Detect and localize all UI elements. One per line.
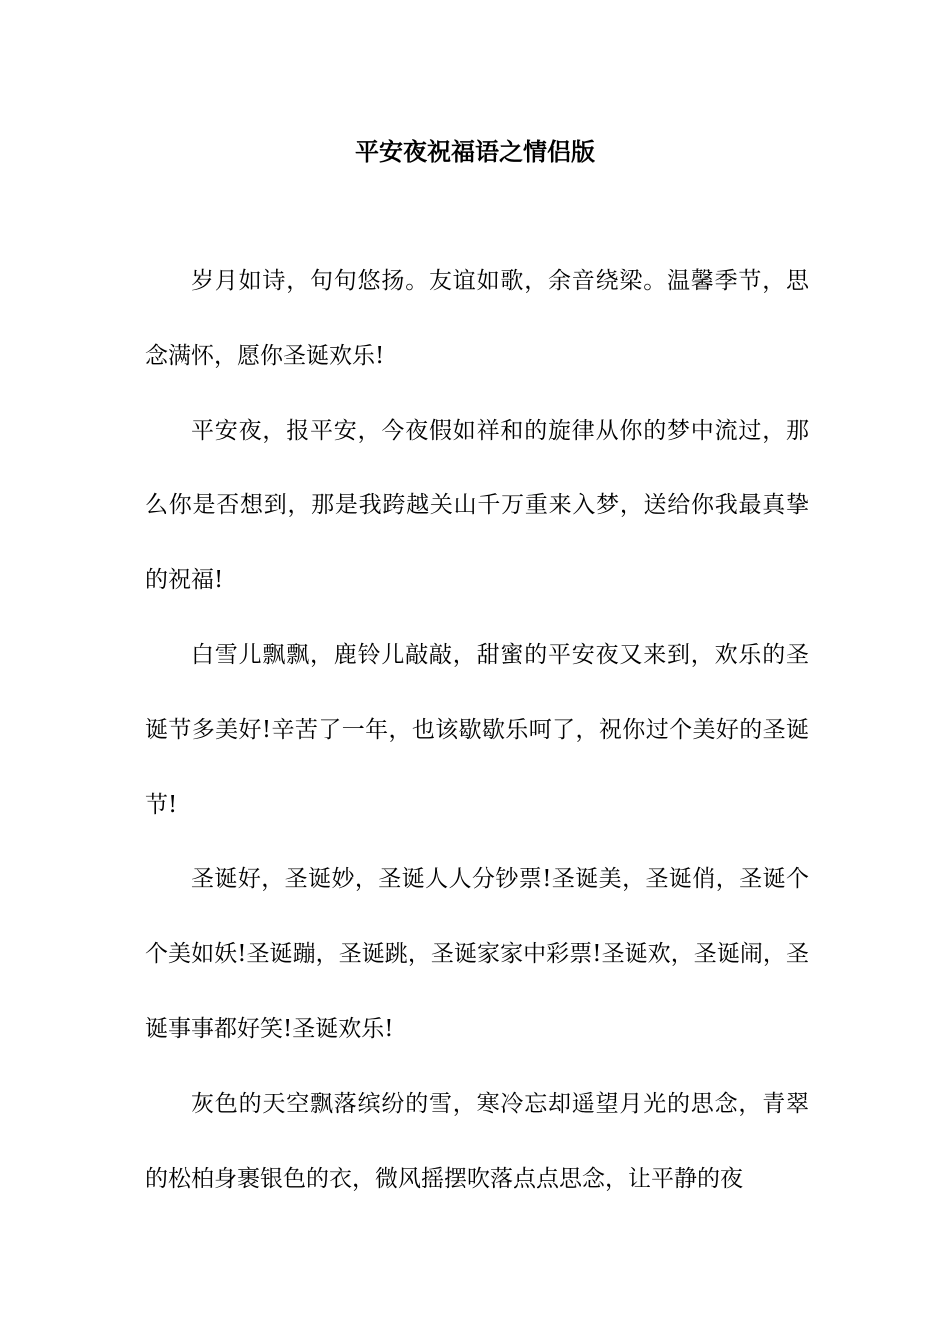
document-body <box>145 244 809 1216</box>
paragraph: 灰色的天空飘落缤纷的雪，寒冷忘却遥望月光的思念，青翠的松柏身裹银色的衣，微风摇摆吹落点点思念，让平静的夜 <box>145 1090 809 1192</box>
paragraph: 平安夜，报平安，今夜假如祥和的旋律从你的梦中流过，那么你是否想到，那是我跨越关山千万重来入梦，送给你我最真挚的祝福! <box>145 417 809 594</box>
paragraph: 白雪儿飘飘，鹿铃儿敲敲，甜蜜的平安夜又来到，欢乐的圣诞节多美好!辛苦了一年，也该歇歇乐呵了，祝你过个美好的圣诞节! <box>145 641 809 818</box>
paragraph: 岁月如诗，句句悠扬。友谊如歌，余音绕梁。温馨季节，思念满怀，愿你圣诞欢乐! <box>145 268 809 369</box>
paragraph: 圣诞好，圣诞妙，圣诞人人分钞票!圣诞美，圣诞俏，圣诞个个美如妖!圣诞蹦，圣诞跳，圣诞家家中彩票!圣诞欢，圣诞闹，圣诞事事都好笑!圣诞欢乐! <box>145 866 809 1042</box>
document-title: 平安夜祝福语之情侣版 <box>355 137 595 166</box>
